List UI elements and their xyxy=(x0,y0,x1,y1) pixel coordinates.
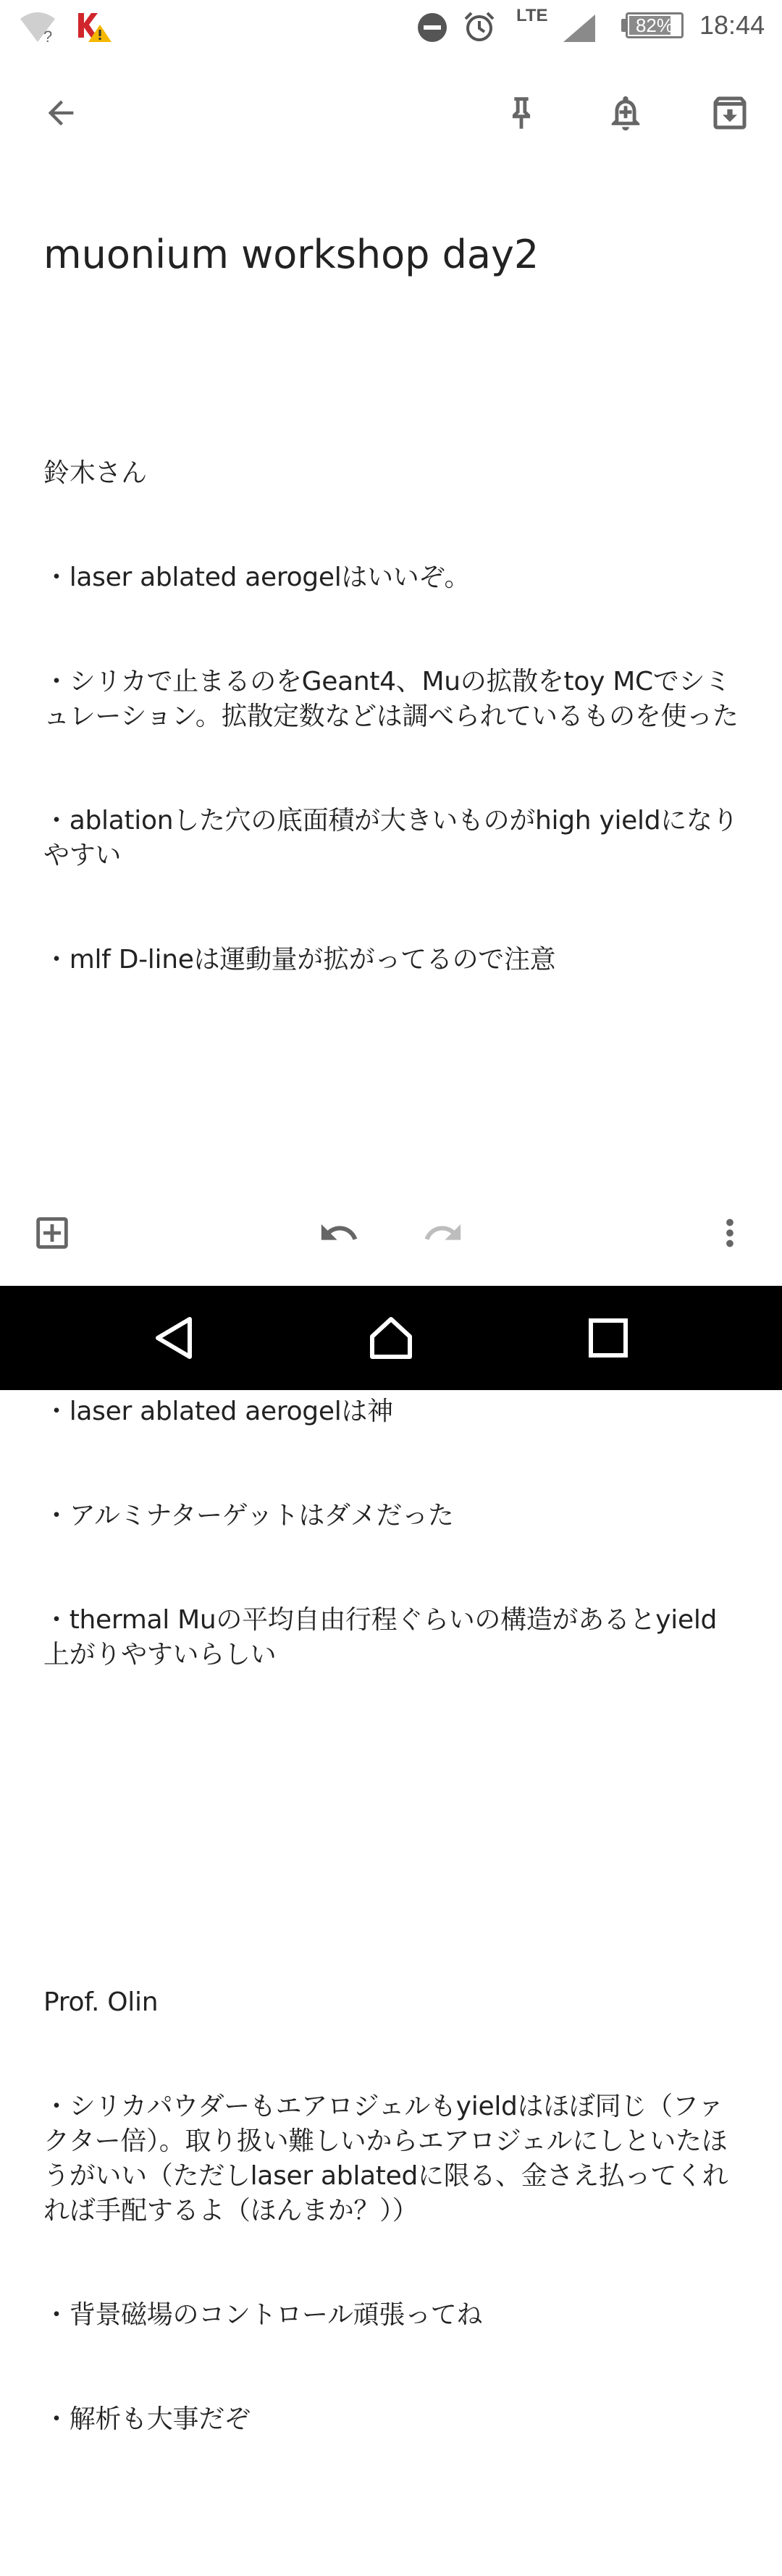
pin-button[interactable] xyxy=(487,78,556,148)
back-button[interactable] xyxy=(26,78,96,148)
note-line: ・解析も大事だぞ xyxy=(43,2404,251,2434)
nav-home-button[interactable] xyxy=(348,1303,434,1373)
status-bar xyxy=(0,0,782,54)
section-spacer xyxy=(43,1116,739,1151)
note-body[interactable] xyxy=(43,317,739,2576)
add-box-icon xyxy=(31,1212,73,1254)
note-section-suzuki xyxy=(43,387,739,1047)
nav-back-icon xyxy=(152,1315,196,1361)
battery-percent: 82% xyxy=(635,14,674,36)
alarm-icon xyxy=(463,10,496,43)
status-time: 18:44 xyxy=(699,10,765,40)
reminder-button[interactable] xyxy=(591,78,660,148)
note-line: ・シリカパウダーもエアロジェルもyieldはほぼ同じ（ファクター倍）。取り扱い難しいからエアロジェルにしといたほうがいい（ただしlaser ablatedに限る、金さえ払ってくれれば手配するよ（ほんまか？）） xyxy=(43,2092,728,2226)
nav-home-icon xyxy=(368,1315,414,1361)
undo-button[interactable] xyxy=(304,1198,374,1268)
lte-label: LTE xyxy=(516,6,548,25)
note-line: ・mlf D-lineは運動量が拡がってるので注意 xyxy=(43,945,556,975)
signal-icon xyxy=(562,13,597,43)
note-line: ・ablationした穴の底面積が大きいものがhigh yieldになりやすい xyxy=(43,806,739,870)
nav-back-button[interactable] xyxy=(130,1303,217,1373)
system-nav-bar xyxy=(0,1286,782,1390)
nav-recents-button[interactable] xyxy=(565,1303,652,1373)
note-title[interactable]: muonium workshop day2 xyxy=(43,232,539,277)
note-line: ・アルミナターゲットはダメだった xyxy=(43,1501,454,1531)
back-arrow-icon xyxy=(42,94,80,132)
section-heading: Prof. Olin xyxy=(43,1987,159,2017)
redo-button[interactable] xyxy=(408,1198,478,1268)
do-not-disturb-icon xyxy=(416,12,448,43)
archive-button[interactable] xyxy=(695,78,765,148)
wifi-unknown-icon xyxy=(19,10,59,46)
more-options-button[interactable] xyxy=(695,1198,765,1268)
note-section-olin xyxy=(43,1916,739,2506)
pin-icon xyxy=(500,92,542,134)
note-line: ・laser ablated aerogelはいいぞ。 xyxy=(43,563,471,592)
section-spacer xyxy=(43,1811,739,1846)
archive-icon xyxy=(708,91,752,135)
svg-text:?: ? xyxy=(43,28,53,46)
more-vert-icon xyxy=(709,1212,751,1254)
add-item-button[interactable] xyxy=(17,1198,87,1268)
nav-recents-icon xyxy=(588,1318,628,1358)
note-line: ・laser ablated aerogelは神 xyxy=(43,1397,393,1426)
note-line: ・thermal Muの平均自由行程ぐらいの構造があるとyield上がりやすいらしい xyxy=(43,1605,718,1670)
redo-icon xyxy=(422,1212,464,1254)
section-heading: 鈴木さん xyxy=(43,458,147,488)
note-line: ・シリカで止まるのをGeant4、Muの拡散をtoy MCでシミュレーション。拡散定数などは調べられているものを使った xyxy=(43,667,739,731)
kaspersky-warning-icon xyxy=(75,10,113,43)
undo-icon xyxy=(318,1212,360,1254)
note-line: ・背景磁場のコントロール頑張ってね xyxy=(43,2300,483,2330)
reminder-add-icon xyxy=(605,92,647,134)
